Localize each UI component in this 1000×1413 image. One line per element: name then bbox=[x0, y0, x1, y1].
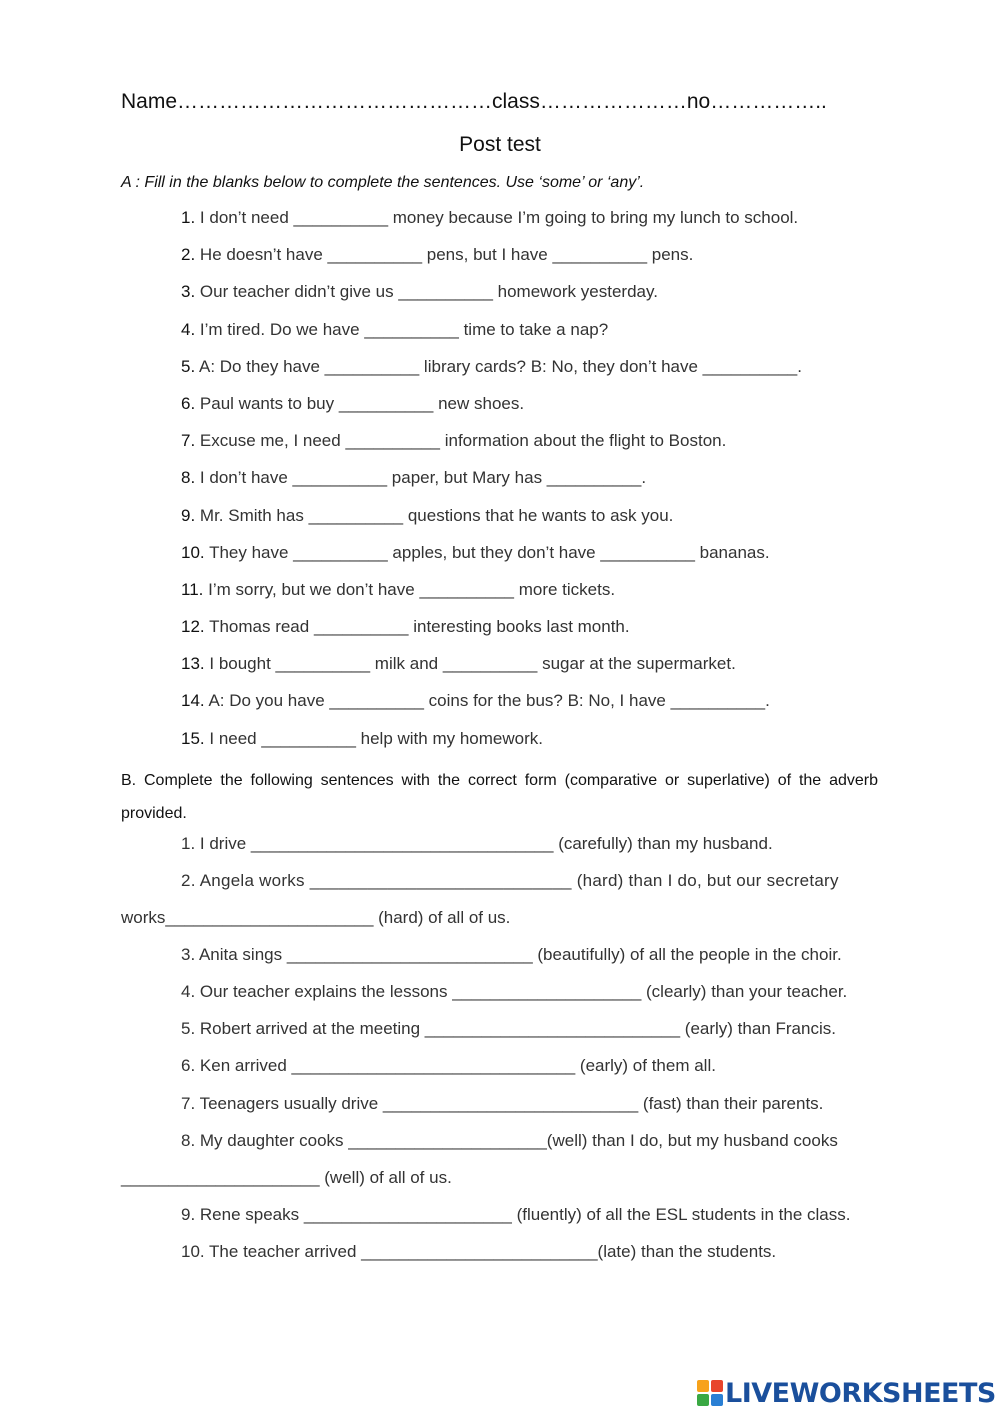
question-text: I’m tired. Do we have __________ time to take a nap? bbox=[199, 319, 609, 339]
page-title: Post test bbox=[459, 133, 541, 156]
question-number: 13. bbox=[181, 654, 205, 674]
name-class-number-line: Name………………………………………class…………………no…………….. bbox=[121, 90, 827, 113]
logo-square bbox=[697, 1394, 709, 1406]
question-text: Excuse me, I need __________ information about the flight to Boston. bbox=[199, 431, 727, 451]
section-a-question bbox=[181, 393, 802, 430]
section-a-question bbox=[181, 281, 802, 318]
question-number: 12. bbox=[181, 617, 205, 637]
question-text: Our teacher didn’t give us __________ homework yesterday. bbox=[199, 282, 658, 302]
section-b-question-4: 4. Our teacher explains the lessons ____________________ (clearly) than your teacher. bbox=[181, 982, 848, 1001]
question-number: 3. bbox=[181, 282, 196, 302]
section-a-question-list bbox=[181, 207, 802, 765]
logo-grid-icon bbox=[697, 1380, 723, 1406]
section-b-question-2-line-1: 2. Angela works ___________________________ (hard) than I do, but our secretary bbox=[181, 871, 839, 890]
question-text: Thomas read __________ interesting books last month. bbox=[209, 617, 630, 637]
section-a-question bbox=[181, 616, 802, 653]
logo-square bbox=[711, 1380, 723, 1392]
section-b-instruction: B. Complete the following sentences with the correct form (comparative or superlative) of the adverb provided. bbox=[121, 772, 878, 822]
liveworksheets-logo bbox=[697, 1377, 996, 1409]
section-a-question bbox=[181, 690, 802, 727]
question-text: He doesn’t have __________ pens, but I have __________ pens. bbox=[199, 245, 694, 265]
section-b-question-8-line-2: _____________________ (well) of all of us. bbox=[121, 1168, 452, 1187]
logo-square bbox=[697, 1380, 709, 1392]
question-number: 14. bbox=[181, 691, 205, 711]
question-text: I bought __________ milk and __________ sugar at the supermarket. bbox=[209, 654, 736, 674]
question-number: 4. bbox=[181, 319, 196, 339]
section-b-question-9: 9. Rene speaks ______________________ (fluently) of all the ESL students in the class. bbox=[181, 1205, 851, 1224]
section-b-question-10: 10. The teacher arrived _________________________(late) than the students. bbox=[181, 1242, 777, 1261]
section-a-question bbox=[181, 505, 802, 542]
section-a-question bbox=[181, 356, 802, 393]
logo-text: LIVEWORKSHEETS bbox=[725, 1377, 996, 1409]
section-b-question-2-line-2: works______________________ (hard) of all of us. bbox=[121, 908, 511, 927]
question-text: They have __________ apples, but they don’t have __________ bananas. bbox=[209, 542, 770, 562]
section-b-question-3: 3. Anita sings __________________________ (beautifully) of all the people in the choir. bbox=[181, 945, 842, 964]
section-a-question bbox=[181, 244, 802, 281]
section-b-question-8-line-1: 8. My daughter cooks _____________________(well) than I do, but my husband cooks bbox=[181, 1131, 838, 1150]
question-number: 10. bbox=[181, 542, 205, 562]
section-b-question-6: 6. Ken arrived ______________________________ (early) of them all. bbox=[181, 1056, 716, 1075]
section-a-question bbox=[181, 207, 802, 244]
question-text: Paul wants to buy __________ new shoes. bbox=[199, 393, 525, 413]
section-a-question bbox=[181, 653, 802, 690]
question-text: A: Do you have __________ coins for the bus? B: No, I have __________. bbox=[208, 691, 770, 711]
question-number: 5. bbox=[181, 356, 196, 376]
question-text: I’m sorry, but we don’t have __________ more tickets. bbox=[208, 579, 616, 599]
question-number: 15. bbox=[181, 728, 205, 748]
question-text: I don’t need __________ money because I’m going to bring my lunch to school. bbox=[199, 208, 799, 227]
section-b-question-1: 1. I drive ________________________________ (carefully) than my husband. bbox=[181, 834, 773, 853]
section-a-question bbox=[181, 579, 802, 616]
question-number: 1. bbox=[181, 208, 196, 227]
logo-square bbox=[711, 1394, 723, 1406]
question-text: Mr. Smith has __________ questions that he wants to ask you. bbox=[199, 505, 674, 525]
question-number: 6. bbox=[181, 393, 196, 413]
question-text: I need __________ help with my homework. bbox=[209, 728, 543, 748]
question-number: 11. bbox=[181, 579, 204, 599]
question-text: A: Do they have __________ library cards? B: No, they don’t have __________. bbox=[198, 356, 802, 376]
question-number: 7. bbox=[181, 431, 196, 451]
question-number: 8. bbox=[181, 468, 196, 488]
question-number: 9. bbox=[181, 505, 196, 525]
question-number: 2. bbox=[181, 245, 196, 265]
section-b-question-7: 7. Teenagers usually drive ___________________________ (fast) than their parents. bbox=[181, 1094, 824, 1113]
section-a-question bbox=[181, 430, 802, 467]
section-a-question bbox=[181, 319, 802, 356]
section-a-question bbox=[181, 467, 802, 504]
section-a-instruction: A : Fill in the blanks below to complete the sentences. Use ‘some’ or ‘any’. bbox=[121, 174, 645, 191]
question-text: I don’t have __________ paper, but Mary has __________. bbox=[199, 468, 647, 488]
section-b-question-5: 5. Robert arrived at the meeting ___________________________ (early) than Francis. bbox=[181, 1019, 836, 1038]
section-a-question bbox=[181, 728, 802, 765]
section-a-question bbox=[181, 542, 802, 579]
